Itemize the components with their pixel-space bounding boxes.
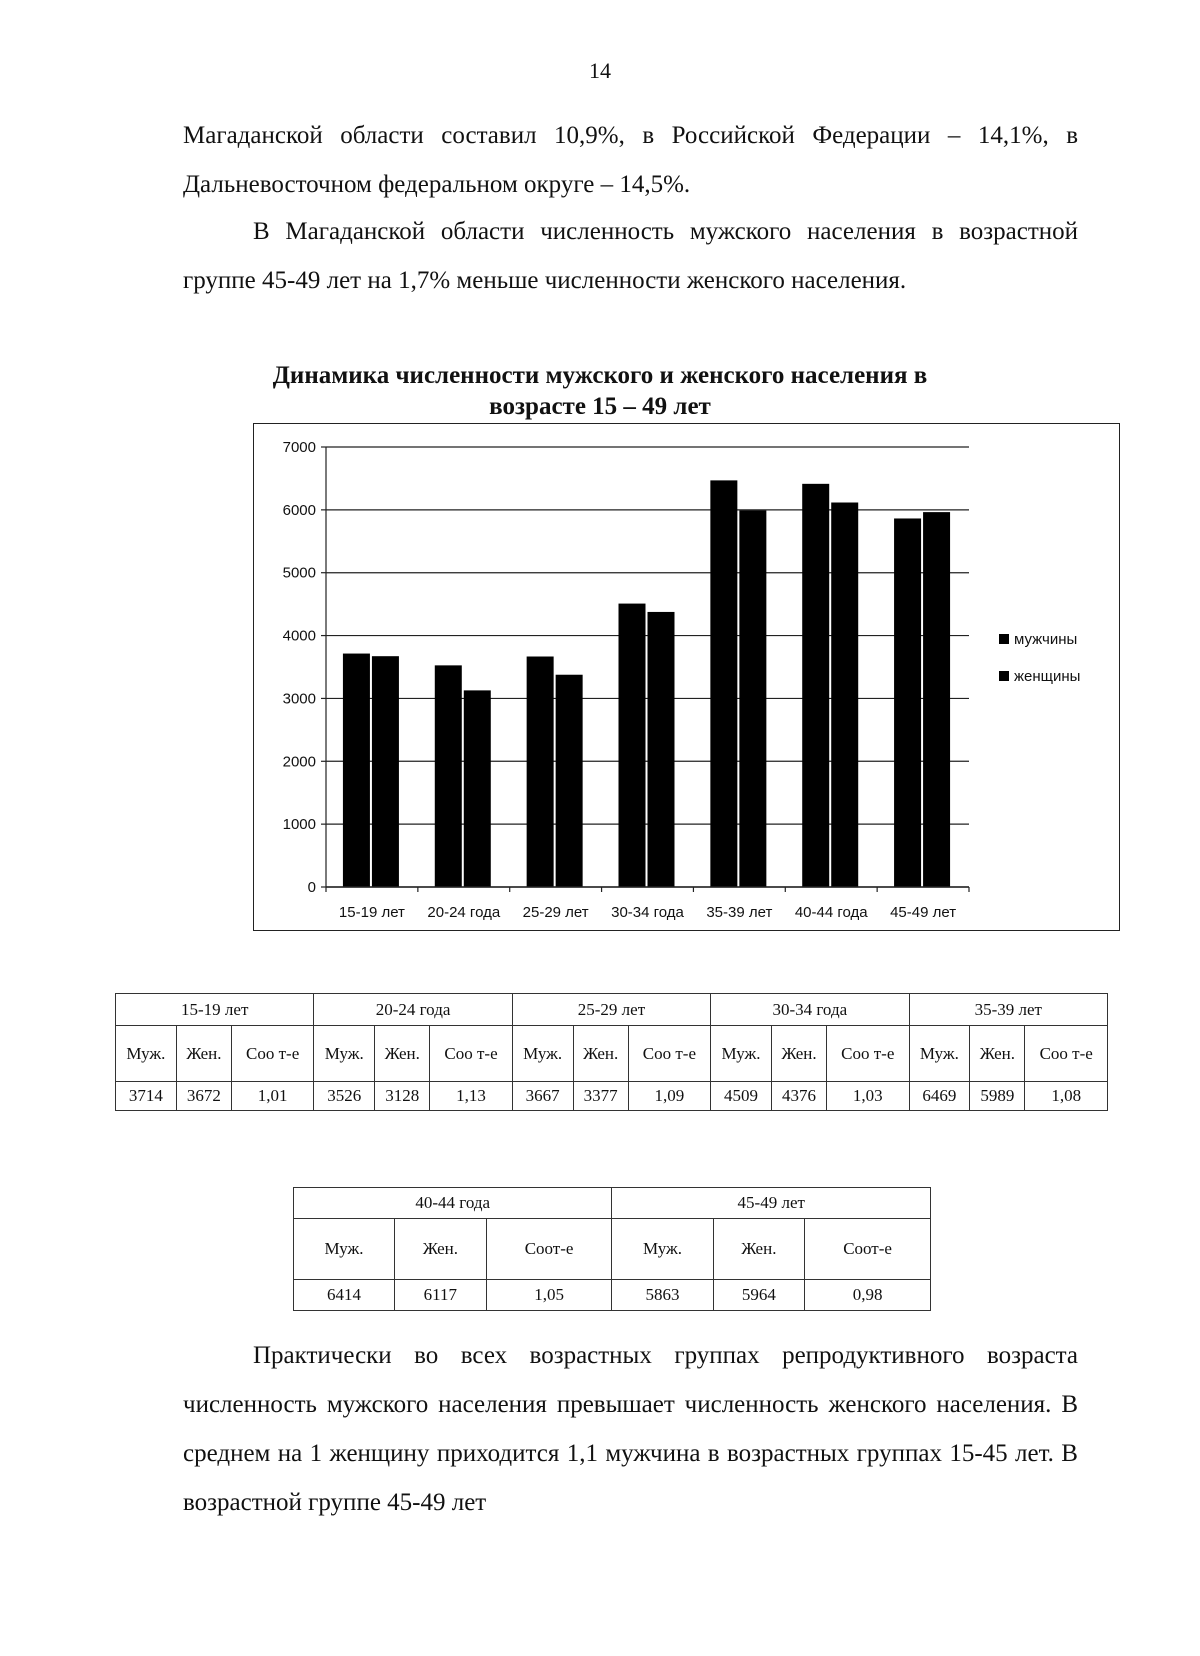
y-tick-label: 0	[307, 879, 316, 896]
legend-label: женщины	[1014, 668, 1081, 685]
y-tick-label: 6000	[282, 501, 316, 519]
table1-cell: 4509	[711, 1082, 772, 1111]
page-number: 14	[589, 58, 611, 83]
table1-sub-header: Жен.	[573, 1026, 628, 1082]
x-tick-label: 25-29 лет	[522, 904, 589, 921]
x-tick-label: 40-44 года	[794, 904, 868, 921]
table2-cell: 6414	[294, 1280, 395, 1311]
table1-sub-header: Жен.	[375, 1026, 430, 1082]
bar-female	[831, 503, 858, 887]
table2-sub-header: Жен.	[395, 1219, 487, 1280]
table1-cell: 3672	[176, 1082, 231, 1111]
bar-male	[802, 484, 829, 887]
y-tick-label: 5000	[282, 564, 316, 582]
bar-female	[556, 675, 583, 887]
table1-sub-header: Жен.	[176, 1026, 231, 1082]
bar-female	[739, 511, 766, 887]
table2-group-header: 40-44 года	[294, 1188, 612, 1219]
table2-cell: 5964	[713, 1280, 805, 1311]
bar-male	[435, 665, 462, 887]
x-tick-label: 35-39 лет	[706, 904, 773, 921]
y-tick-label: 7000	[282, 439, 316, 456]
table1-group-header: 15-19 лет	[116, 994, 314, 1026]
table1-group-header: 30-34 года	[711, 994, 909, 1026]
table1-sub-header: Муж.	[116, 1026, 177, 1082]
chart-title: Динамика численности мужского и женского населения в возрасте 15 – 49 лет	[272, 362, 928, 420]
table1-cell: 3667	[512, 1082, 573, 1111]
y-tick-label: 2000	[282, 753, 316, 771]
table1-sub-header: Соо т-е	[628, 1026, 710, 1082]
population-table-1	[115, 993, 1108, 1111]
table2-group-header: 45-49 лет	[612, 1188, 931, 1219]
y-tick-label: 1000	[282, 816, 316, 834]
bar-female	[464, 690, 491, 887]
bar-male	[619, 604, 646, 887]
table1-cell: 4376	[771, 1082, 826, 1111]
table2-cell: 0,98	[805, 1280, 931, 1311]
legend-swatch	[999, 671, 1009, 681]
table1-cell: 3714	[116, 1082, 177, 1111]
table2-sub-header: Муж.	[294, 1219, 395, 1280]
bar-chart-svg	[254, 424, 1121, 932]
table1-cell: 1,09	[628, 1082, 710, 1111]
table1-sub-header: Соо т-е	[430, 1026, 512, 1082]
table1-cell: 6469	[909, 1082, 970, 1111]
table2-sub-header: Соот-е	[805, 1219, 931, 1280]
table1-cell: 1,03	[827, 1082, 909, 1111]
bar-female	[648, 612, 675, 887]
table1-cell: 3128	[375, 1082, 430, 1111]
y-tick-label: 3000	[282, 690, 316, 708]
paragraph-intro-line2: Дальневосточном федеральном округе – 14,5%.	[183, 171, 691, 198]
table1-sub-header: Соо т-е	[827, 1026, 909, 1082]
bar-male	[894, 518, 921, 887]
x-tick-label: 15-19 лет	[338, 904, 405, 921]
table1-group-header: 25-29 лет	[512, 994, 710, 1026]
table1-cell: 1,01	[231, 1082, 313, 1111]
table1-group-header: 20-24 года	[314, 994, 512, 1026]
paragraph-male-female: В Магаданской области численность мужского населения в возрастной группе 45-49 лет на 1,7% меньше численности женского населения.	[183, 218, 1078, 294]
table2-cell: 6117	[395, 1280, 487, 1311]
paragraph-conclusion: Практически во всех возрастных группах репродуктивного возраста численность мужского населения превышает численность женского населения. В среднем на 1 женщину приходится 1,1 мужчина в возрастных группах 15-45 лет. В возрастной группе 45-49 лет	[183, 1342, 1078, 1516]
y-tick-label: 4000	[282, 627, 316, 645]
table1-sub-header: Муж.	[314, 1026, 375, 1082]
legend-label: мужчины	[1014, 631, 1078, 648]
bar-male	[710, 480, 737, 887]
table-row	[116, 1082, 1108, 1111]
bar-male	[527, 657, 554, 887]
paragraph-intro-line1: Магаданской области составил 10,9%, в Российской Федерации – 14,1%, в	[183, 122, 1078, 149]
table-row	[294, 1280, 931, 1311]
bar-female	[923, 512, 950, 887]
table1-sub-header: Жен.	[771, 1026, 826, 1082]
x-tick-label: 45-49 лет	[890, 904, 957, 921]
x-tick-label: 30-34 года	[611, 904, 684, 921]
legend-swatch	[999, 634, 1009, 644]
table1-sub-header: Жен.	[970, 1026, 1025, 1082]
table1-group-header: 35-39 лет	[909, 994, 1108, 1026]
table1-cell: 3526	[314, 1082, 375, 1111]
paragraph-intro	[183, 111, 1078, 209]
table2-cell: 5863	[612, 1280, 713, 1311]
table1-sub-header: Соо т-е	[231, 1026, 313, 1082]
table1-sub-header: Муж.	[909, 1026, 970, 1082]
bar-male	[343, 654, 370, 887]
bar-female	[372, 656, 399, 887]
table1-cell: 3377	[573, 1082, 628, 1111]
bar-chart	[253, 423, 1120, 931]
table2-cell: 1,05	[486, 1280, 612, 1311]
table1-cell: 5989	[970, 1082, 1025, 1111]
table1-sub-header: Соо т-е	[1025, 1026, 1108, 1082]
table2-sub-header: Соот-е	[486, 1219, 612, 1280]
table2-sub-header: Жен.	[713, 1219, 805, 1280]
population-table-2	[293, 1187, 931, 1311]
table2-sub-header: Муж.	[612, 1219, 713, 1280]
table1-cell: 1,08	[1025, 1082, 1108, 1111]
table1-cell: 1,13	[430, 1082, 512, 1111]
table1-sub-header: Муж.	[711, 1026, 772, 1082]
x-tick-label: 20-24 года	[427, 904, 501, 921]
table1-sub-header: Муж.	[512, 1026, 573, 1082]
